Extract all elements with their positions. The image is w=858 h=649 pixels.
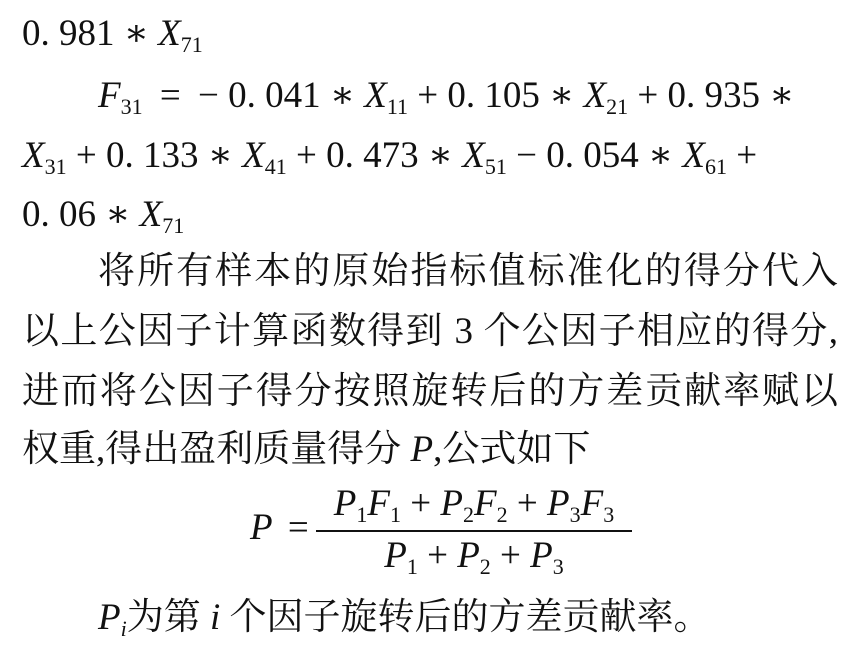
subscript: 21 xyxy=(606,94,629,119)
variable: P xyxy=(410,429,434,470)
variable: P xyxy=(440,483,463,524)
term: + 0. 935 ∗ xyxy=(637,75,795,116)
subscript: 2 xyxy=(463,502,474,527)
variable: P xyxy=(384,535,407,576)
variable: X xyxy=(139,194,163,235)
term: + 0. 105 ∗ xyxy=(417,75,584,116)
subscript: 31 xyxy=(44,154,67,179)
term: + 0. 473 ∗ xyxy=(295,135,463,176)
plus-sign: + xyxy=(516,483,538,524)
variable: i xyxy=(209,597,221,638)
equation-f31 xyxy=(98,74,794,118)
subscript: 3 xyxy=(569,502,581,527)
subscript: 61 xyxy=(704,154,727,179)
variable: P xyxy=(457,535,480,576)
subscript: 1 xyxy=(356,502,368,527)
term: + xyxy=(736,135,758,176)
subscript: i xyxy=(120,616,127,641)
paragraph-text: ,公式如下 xyxy=(433,429,591,470)
subscript: 41 xyxy=(264,154,287,179)
paragraph-line-3: 进而将公因子得分按照旋转后的方差贡献率赋以 xyxy=(22,371,838,412)
subscript: 3 xyxy=(552,554,564,579)
subscript: 31 xyxy=(120,94,143,119)
variable: P xyxy=(98,597,121,638)
subscript: 71 xyxy=(162,213,185,238)
variable: X xyxy=(242,135,265,176)
variable: F xyxy=(367,483,391,524)
variable: X xyxy=(364,75,387,116)
plus-sign: + xyxy=(500,535,521,576)
fraction-numerator xyxy=(316,482,632,525)
variable: F xyxy=(98,75,121,116)
fraction-denominator xyxy=(316,534,632,577)
formula-lhs xyxy=(250,506,309,549)
variable: P xyxy=(250,507,273,548)
paragraph-text: 个因子旋转后的方差贡献率。 xyxy=(220,597,711,638)
paragraph-line-4 xyxy=(22,428,590,472)
coefficient: 0. 06 ∗ xyxy=(22,194,140,235)
subscript: 1 xyxy=(390,502,402,527)
subscript: 2 xyxy=(479,554,491,579)
equals-sign: = xyxy=(159,75,181,116)
term: + 0. 133 ∗ xyxy=(75,135,243,176)
equals-sign: = xyxy=(287,507,309,548)
variable: P xyxy=(333,483,357,524)
plus-sign: + xyxy=(427,535,448,576)
plus-sign: + xyxy=(410,483,432,524)
variable: X xyxy=(462,135,485,176)
subscript: 2 xyxy=(496,502,508,527)
equation-line-3 xyxy=(22,134,757,178)
subscript: 11 xyxy=(386,94,409,119)
variable: X xyxy=(682,135,705,176)
subscript: 1 xyxy=(406,554,418,579)
variable: F xyxy=(474,483,497,524)
equation-line-1 xyxy=(22,12,203,56)
variable: P xyxy=(530,535,553,576)
paragraph-line-2: 以上公因子计算函数得到 3 个公因子相应的得分, xyxy=(22,311,838,352)
variable: X xyxy=(22,135,45,176)
closing-line xyxy=(98,596,711,640)
term: − 0. 041 ∗ xyxy=(197,75,365,116)
fraction-bar xyxy=(316,530,632,532)
variable: P xyxy=(546,483,570,524)
subscript: 3 xyxy=(603,502,615,527)
variable: X xyxy=(158,13,181,54)
subscript: 71 xyxy=(180,32,203,57)
paragraph-line-1: 将所有样本的原始指标值标准化的得分代入 xyxy=(98,251,838,292)
paragraph-text: 为第 xyxy=(126,597,210,638)
variable: F xyxy=(580,483,604,524)
term: − 0. 054 ∗ xyxy=(516,135,683,176)
multiply-sign: ∗ xyxy=(123,13,149,54)
equation-line-4 xyxy=(22,193,184,237)
paragraph-text: 权重,得出盈利质量得分 xyxy=(22,429,411,470)
coefficient: 0. 981 xyxy=(22,13,115,54)
subscript: 51 xyxy=(484,154,507,179)
variable: X xyxy=(583,75,607,116)
